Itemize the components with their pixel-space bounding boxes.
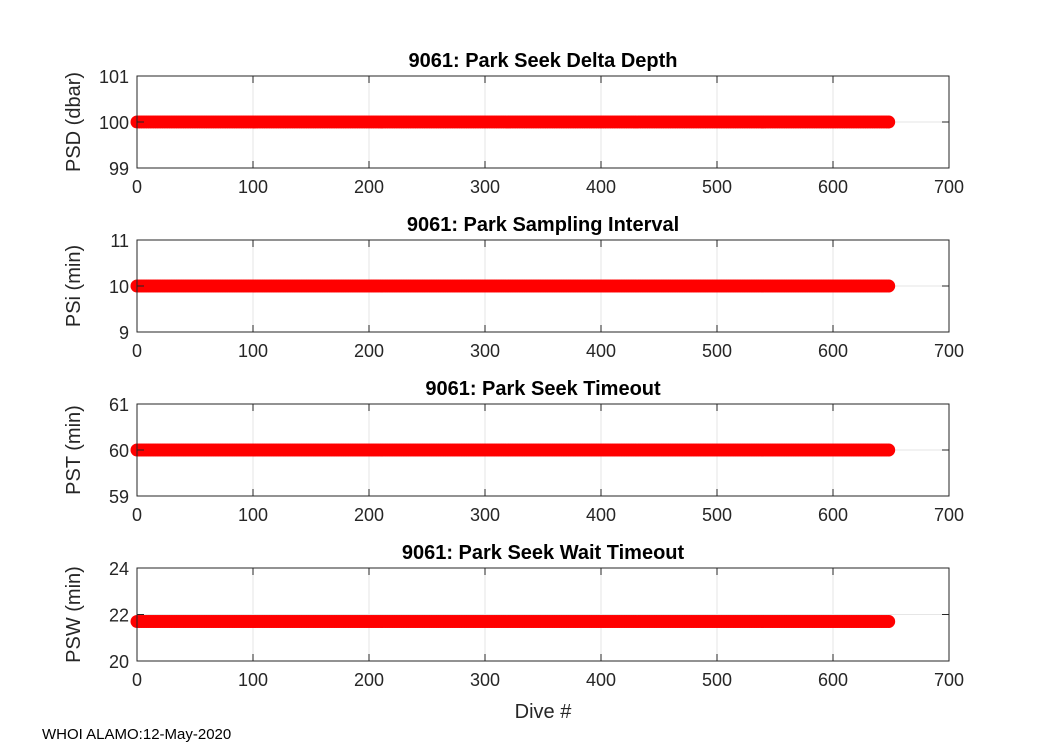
subplot-4 [63,542,964,723]
data-series [131,444,896,457]
x-tick-label: 500 [701,341,733,361]
y-tick-label: 101 [98,67,129,87]
x-tick-label: 100 [237,341,269,361]
x-tick-label: 400 [585,177,617,197]
x-tick-label: 400 [585,505,617,525]
x-tick-label: 300 [469,341,501,361]
x-tick-label: 500 [701,505,733,525]
x-tick-label: 600 [817,505,849,525]
y-tick-label: 22 [108,605,129,626]
x-tick-label: 700 [933,505,965,525]
x-tick-label: 400 [585,670,617,690]
y-tick-label: 10 [108,277,129,297]
x-tick-label: 700 [933,177,965,197]
x-tick-label: 300 [469,177,501,197]
subplot-title: 9061: Park Sampling Interval [406,214,680,236]
footer-text: WHOI ALAMO:12-May-2020 [42,726,232,743]
x-tick-label: 0 [131,505,143,525]
subplot-3 [63,378,964,525]
data-point [882,444,895,457]
x-tick-label: 0 [131,177,143,197]
data-series [131,280,896,293]
subplot-title: 9061: Park Seek Delta Depth [408,50,678,72]
y-axis-label: PSW (min) [63,566,85,663]
x-tick-label: 100 [237,670,269,690]
y-tick-label: 99 [108,159,129,179]
y-axis-label: PST (min) [63,405,85,495]
x-tick-label: 500 [701,177,733,197]
x-tick-label: 300 [469,505,501,525]
data-point [882,280,895,293]
y-tick-label: 20 [108,652,129,672]
y-tick-label: 100 [98,113,129,133]
y-tick-label: 61 [108,395,129,415]
x-tick-label: 100 [237,505,269,525]
subplot-2 [63,214,964,361]
y-tick-label: 60 [108,441,129,461]
data-series [131,615,896,628]
y-tick-label: 59 [108,487,129,507]
y-tick-label: 9 [118,323,129,343]
y-axis-label: PSD (dbar) [63,71,85,173]
y-axis-label: PSi (min) [63,244,85,328]
x-tick-label: 700 [933,341,965,361]
x-tick-label: 300 [469,670,501,690]
data-point [882,116,895,129]
x-tick-label: 200 [353,341,385,361]
y-tick-label: 11 [110,231,129,251]
subplot-title: 9061: Park Seek Wait Timeout [401,542,685,564]
x-axis-label: Dive # [514,701,572,723]
data-series [131,116,896,129]
x-tick-label: 500 [701,670,733,690]
subplot-1 [63,50,964,197]
x-tick-label: 200 [353,670,385,690]
x-tick-label: 700 [933,670,965,690]
subplot-title: 9061: Park Seek Timeout [425,378,661,400]
x-tick-label: 200 [353,177,385,197]
x-tick-label: 600 [817,341,849,361]
y-tick-label: 24 [108,559,129,579]
x-tick-label: 0 [131,670,143,690]
x-tick-label: 0 [131,341,143,361]
x-tick-label: 200 [353,505,385,525]
data-point [882,615,895,628]
x-tick-label: 400 [585,341,617,361]
x-tick-label: 600 [817,177,849,197]
x-tick-label: 600 [817,670,849,690]
x-tick-label: 100 [237,177,269,197]
